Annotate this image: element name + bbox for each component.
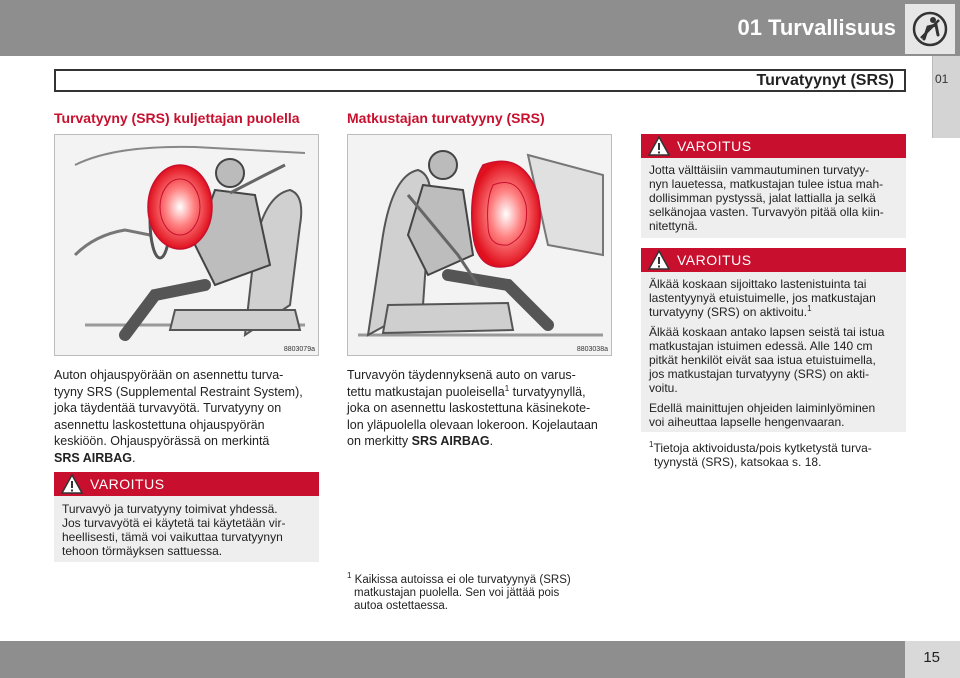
warning-text: Jotta välttäisiin vammautuminen turvatyy- nyn lauetessa, matkustajan tulee istua mah- dollisimman pystyssä, jalat lattialla ja selkä selkänojaa vasten. Turvavyön pitää olla kiin- nitettynä. bbox=[649, 163, 884, 233]
srs-activation-footnote: $^1$Tietoja aktivoidusta/pois kytketystä turva- tyynystä (SRS), katsokaa s. 18. bbox=[649, 440, 872, 469]
chapter-badge bbox=[905, 4, 955, 54]
warning-label: VAROITUS bbox=[677, 252, 752, 268]
warning-label: VAROITUS bbox=[90, 476, 165, 492]
chapter-tab-number: 01 bbox=[935, 72, 949, 86]
page-number: 15 bbox=[923, 649, 940, 666]
warning-label: VAROITUS bbox=[677, 138, 752, 154]
seatbelt-warning-box bbox=[54, 472, 319, 562]
warning-header bbox=[54, 472, 319, 496]
srs-airbag-marking: SRS AIRBAG bbox=[411, 434, 490, 448]
warning-triangle-icon bbox=[647, 249, 671, 271]
seating-position-warning-box bbox=[641, 134, 906, 238]
page-footer-bar bbox=[0, 641, 960, 678]
driver-illustration-code: 8803079a bbox=[283, 346, 315, 353]
section-title: Turvatyynyt (SRS) bbox=[756, 72, 894, 89]
warning-triangle-icon bbox=[60, 473, 84, 495]
chapter-header-bar bbox=[0, 0, 960, 56]
chapter-tab[interactable] bbox=[932, 56, 960, 138]
passenger-airbag-description: Turvavyön täydennyksenä auto on varus- tettu matkustajan puoleisella$^1$ turvatyynyllä, joka on asennettu laskostettuna käsinekote- lon yläpuolella olevaan lokeroon. Kojelautaan on merkitty SRS AIRBAG. bbox=[347, 368, 598, 448]
child-seat-warning-box bbox=[641, 248, 906, 432]
warning-text: Turvavyö ja turvatyyny toimivat yhdessä. Jos turvavyötä ei käytetä tai käytetään vir- heellisesti, tämä voi vaikuttaa turvatyynyn tehoon törmäyksen sattuessa. bbox=[62, 502, 286, 558]
warning-text: Älkää koskaan sijoittako lastenistuinta tai lastentyynyä etuistuimelle, jos matkustajan turvatyyny (SRS) on aktivoitu.$^1$ Älkää koskaan antako lapsen seistä tai istua matkustajan istuimen edessä. Alle 140 cm pitkät henkilöt eivät saa istua etuistuimella, jos matkustajan turvatyyny (SRS) on akti- voitu. Edellä mainittujen ohjeiden laiminlyöminen voi aiheuttaa lapselle hengenvaaran. bbox=[649, 277, 885, 429]
seatbelt-person-icon bbox=[912, 11, 948, 47]
passenger-airbag-footnote: $^1$ Kaikissa autoissa ei ole turvatyynyä (SRS) matkustajan puolella. Sen voi jättää pois autoa ostettaessa. bbox=[347, 571, 571, 612]
driver-airbag-heading: Turvatyyny (SRS) kuljettajan puolella bbox=[54, 110, 300, 126]
passenger-airbag-heading: Matkustajan turvatyyny (SRS) bbox=[347, 110, 545, 126]
passenger-illustration-code: 8803038a bbox=[576, 346, 608, 353]
warning-triangle-icon bbox=[647, 135, 671, 157]
warning-header bbox=[641, 134, 906, 158]
warning-header bbox=[641, 248, 906, 272]
page-number-box bbox=[905, 641, 960, 678]
driver-airbag-illustration bbox=[54, 134, 319, 356]
driver-airbag-description: Auton ohjauspyörään on asennettu turva- tyyny SRS (Supplemental Restraint System), joka täydentää turvavyötä. Turvatyyny on asennettu laskostettuna ohjauspyörän keskiöön. Ohjauspyörässä on merkintä SRS AIRBAG. bbox=[54, 368, 303, 465]
section-title-box bbox=[54, 69, 906, 92]
passenger-airbag-illustration bbox=[347, 134, 612, 356]
srs-airbag-marking: SRS AIRBAG bbox=[54, 450, 133, 465]
chapter-title: 01 Turvallisuus bbox=[737, 15, 896, 40]
